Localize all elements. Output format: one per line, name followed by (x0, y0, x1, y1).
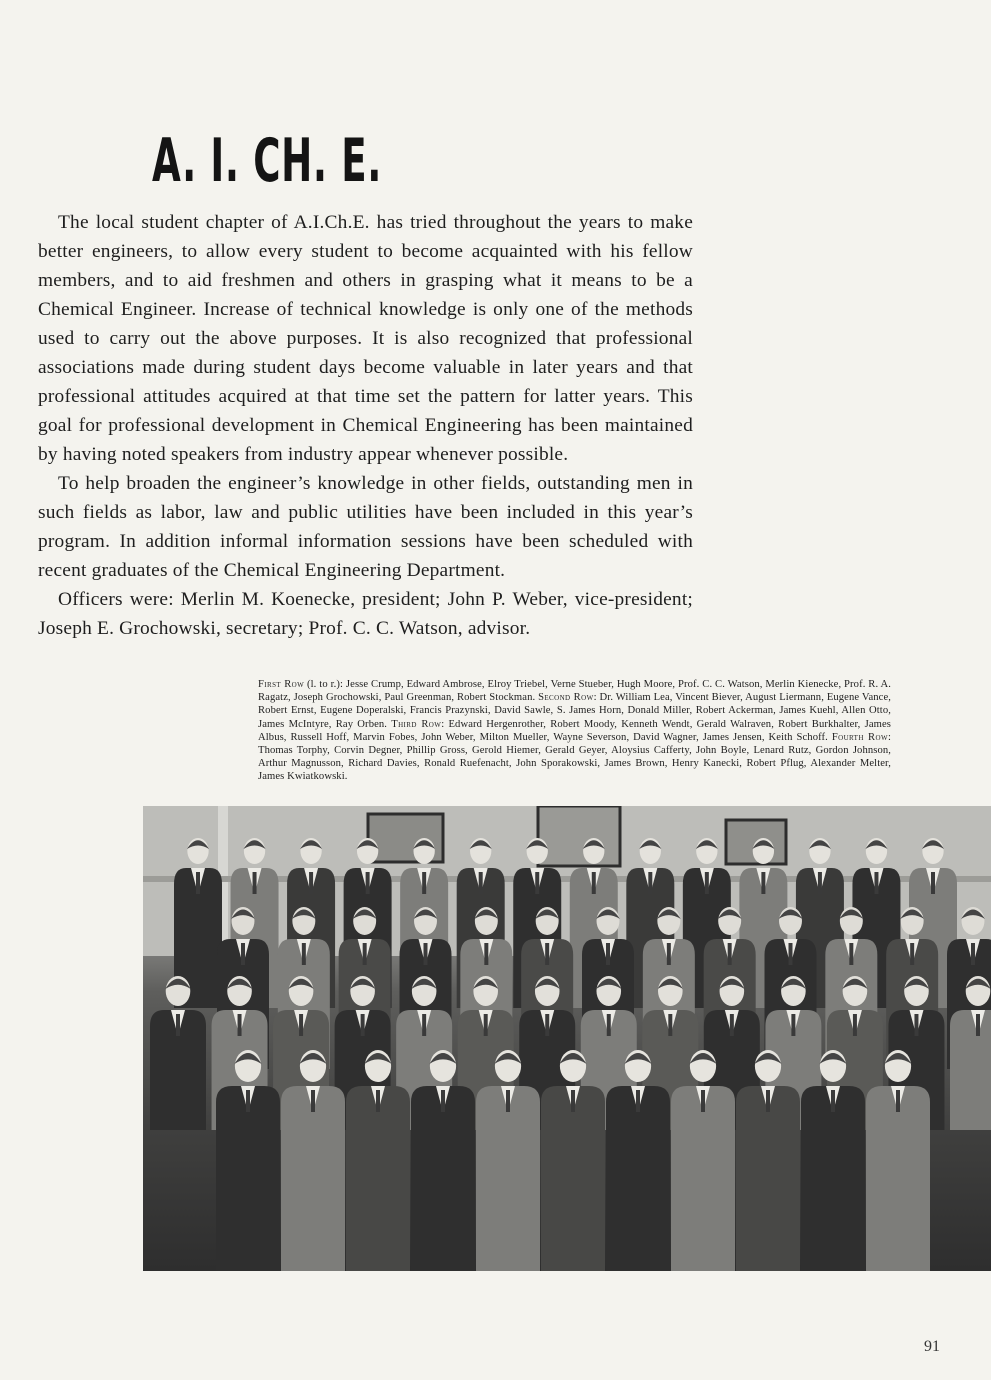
person-body (950, 1010, 991, 1130)
person-tie (648, 872, 652, 894)
person-tie (176, 1014, 180, 1036)
person-tie (728, 943, 732, 965)
person-body (671, 1086, 735, 1271)
person-tie (299, 1014, 303, 1036)
person-tie (196, 872, 200, 894)
person-tie (761, 872, 765, 894)
person-body (476, 1086, 540, 1271)
person-tie (667, 943, 671, 965)
person-body (411, 1086, 475, 1271)
person-tie (931, 872, 935, 894)
person-body (801, 1086, 865, 1271)
person-body (281, 1086, 345, 1271)
person-tie (311, 1090, 315, 1112)
person-body (541, 1086, 605, 1271)
person-tie (238, 1014, 242, 1036)
person-tie (789, 943, 793, 965)
person-tie (766, 1090, 770, 1112)
person-tie (831, 1090, 835, 1112)
person-tie (791, 1014, 795, 1036)
person-tie (376, 1090, 380, 1112)
group-photo-illustration (143, 806, 991, 1271)
person-body (866, 1086, 930, 1271)
person-tie (479, 872, 483, 894)
caption-row-label: Fourth Row (831, 731, 888, 743)
person-tie (506, 1090, 510, 1112)
caption-row-label: Third Row (391, 718, 442, 730)
person-tie (361, 1014, 365, 1036)
paragraph-program: To help broaden the engineer’s knowledge in other fields, outstanding men in such fields as labor, law and public utilities have been included in this year’s program. In addition informal information sessions have been scheduled with recent graduates of the Chemical Engineering Department. (38, 473, 693, 581)
photo-caption (258, 678, 891, 784)
person-body (346, 1086, 410, 1271)
person-tie (914, 1014, 918, 1036)
caption-row-names: : Thomas Torphy, Corvin Degner, Phillip Gross, Gerold Hiemer, Gerald Geyer, Aloysius Cafferty, John Boyle, Lenard Rutz, Gordon Johnson, Arthur Magnusson, Richard Davies, Ronald Ruefenacht, John Sporakowski, James Brown, Henry Kanecki, Robert Pflug, Alexander Melter, James Kwiatkowski. (258, 731, 892, 783)
person-tie (818, 872, 822, 894)
person-tie (668, 1014, 672, 1036)
person-tie (484, 1014, 488, 1036)
person-tie (422, 1014, 426, 1036)
person-tie (701, 1090, 705, 1112)
caption-row-label: Second Row (538, 692, 594, 704)
person-body (736, 1086, 800, 1271)
person-tie (636, 1090, 640, 1112)
person-tie (607, 1014, 611, 1036)
person-tie (971, 943, 975, 965)
person-tie (853, 1014, 857, 1036)
person-tie (545, 943, 549, 965)
person-tie (545, 1014, 549, 1036)
caption-row-label: First Row (258, 679, 305, 690)
person-tie (441, 1090, 445, 1112)
person-tie (302, 943, 306, 965)
page-title: A. I. CH. E. (152, 126, 382, 196)
person-tie (571, 1090, 575, 1112)
person-tie (874, 872, 878, 894)
person-tie (976, 1014, 980, 1036)
person-tie (484, 943, 488, 965)
paragraph-officers: Officers were: Merlin M. Koenecke, president; John P. Weber, vice-president; Joseph E. Grochowski, secretary; Prof. C. C. Watson, advisor. (38, 589, 693, 639)
person-tie (253, 872, 257, 894)
person-tie (606, 943, 610, 965)
person-tie (424, 943, 428, 965)
person-tie (535, 872, 539, 894)
person-body (606, 1086, 670, 1271)
person-tie (849, 943, 853, 965)
person-tie (730, 1014, 734, 1036)
caption-row-names: : Edward Hergenrother, Robert Moody, Kenneth Wendt, Gerald Walraven, Robert Burkhalter, James Albus, Russell Hoff, Marvin Fobes, John Weber, Milton Mueller, Wayne Severson, David Wagner, James Jensen, Keith Schoff. (258, 718, 891, 743)
person-tie (363, 943, 367, 965)
person-tie (309, 872, 313, 894)
person-tie (246, 1090, 250, 1112)
person-tie (705, 872, 709, 894)
page-number: 91 (924, 1338, 940, 1355)
person-tie (592, 872, 596, 894)
person-tie (910, 943, 914, 965)
body-text (38, 208, 693, 643)
person-tie (422, 872, 426, 894)
person-tie (241, 943, 245, 965)
paragraph-intro: The local student chapter of A.I.Ch.E. has tried throughout the years to make better engineers, to allow every student to become acquainted with his fellow members, and to aid freshmen and others in grasping what it means to be a Chemical Engineer. Increase of technical knowledge is only one of the methods used to carry out the above purposes. It is also recognized that professional associations made during student days become valuable in later years and that professional attitudes acquired at that time set the pattern for latter years. This goal for professional development in Chemical Engineering has been maintained by having noted speakers from industry appear whenever possible. (38, 212, 693, 465)
caption-row-names: : Dr. William Lea, Vincent Biever, August Liermann, Eugene Vance, Robert Ernst, Eugene Doperalski, Francis Prazynski, David Sawle, S. James Horn, Donald Miller, Robert Ackerman, James Kuehl, Allen Otto, James McIntyre, Ray Orben. (258, 692, 891, 730)
person-body (216, 1086, 280, 1271)
caption-row-names: (l. to r.): Jesse Crump, Edward Ambrose, Elroy Triebel, Verne Stueber, Hugh Moore, Prof. C. C. Watson, Merlin Kienecke, Prof. R. A. Ragatz, Joseph Grochowski, Paul Greenman, Robert Stockman. (258, 679, 891, 704)
person-tie (366, 872, 370, 894)
person-tie (896, 1090, 900, 1112)
group-photo (143, 806, 991, 1271)
